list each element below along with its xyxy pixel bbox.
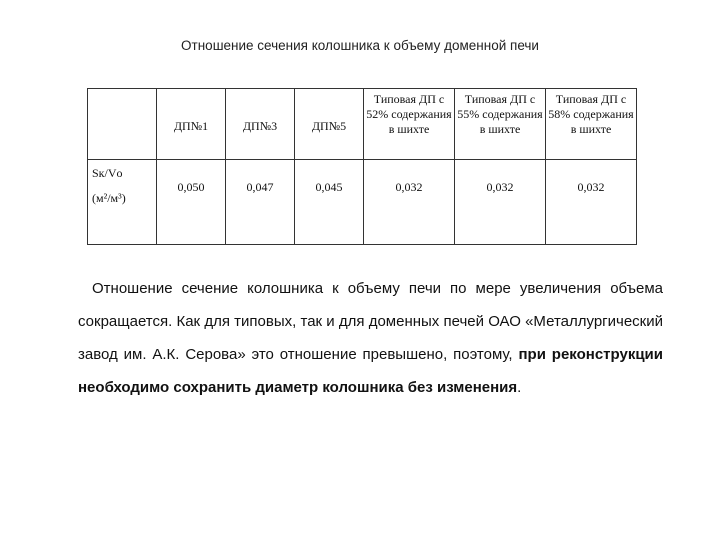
- ratio-table: [87, 88, 637, 245]
- header-typical-58: Типовая ДП с 58% содержания в шихте: [546, 89, 637, 160]
- row-label: Sк/Vо: [92, 166, 123, 180]
- paragraph-conclusion: при реконструкции необходимо сохранить диаметр колошника без изменения: [78, 346, 663, 396]
- page-title: Отношение сечения колошника к объему доменной печи: [181, 38, 539, 53]
- value-typical-55: 0,032: [455, 160, 546, 245]
- value-typical-52: 0,032: [364, 160, 455, 245]
- value-typical-58: 0,032: [546, 160, 637, 245]
- value-row: [88, 160, 637, 245]
- corner-cell: [88, 89, 157, 160]
- header-dp5: ДП№5: [295, 89, 364, 160]
- value-dp3: 0,047: [226, 160, 295, 245]
- header-typical-52: Типовая ДП с 52% содержания в шихте: [364, 89, 455, 160]
- value-dp5: 0,045: [295, 160, 364, 245]
- paragraph-end: .: [517, 379, 522, 396]
- body-paragraph: [78, 272, 663, 404]
- header-dp3: ДП№3: [226, 89, 295, 160]
- paragraph-text: Отношение сечение колошника к объему печи по мере увеличения объема сокращается. Как для типовых, так и для доменных печей ОАО «Металлургический завод им. А.К. Серова» это отношение превышено, поэтому,: [78, 280, 663, 363]
- header-typical-55: Типовая ДП с 55% содержания в шихте: [455, 89, 546, 160]
- value-dp1: 0,050: [157, 160, 226, 245]
- header-dp1: ДП№1: [157, 89, 226, 160]
- row-label-cell: [88, 160, 157, 245]
- row-unit: (м²/м³): [92, 191, 126, 205]
- header-row: [88, 89, 637, 160]
